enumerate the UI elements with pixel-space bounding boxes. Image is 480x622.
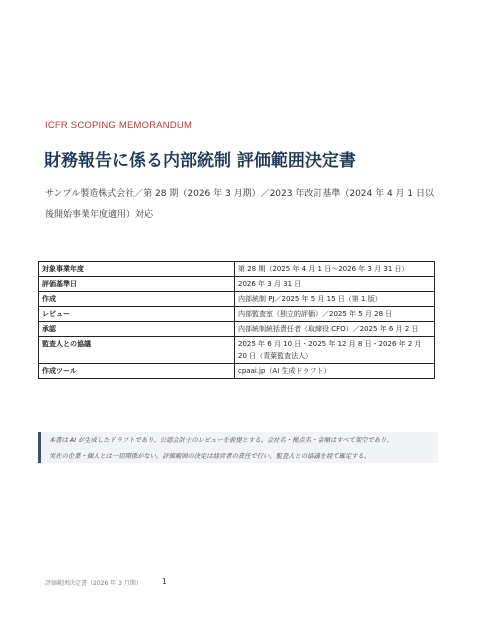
row-value: 2026 年 3 月 31 日 <box>235 277 435 292</box>
footer-document-label: 評価範囲決定書（2026 年 3 月期） <box>45 580 142 587</box>
table-row <box>39 337 435 364</box>
disclaimer-line: 実在の企業・個人とは一切関係がない。評価範囲の決定は経営者の責任で行い、監査人との協議を経て確定する。 <box>49 453 371 460</box>
table-row <box>39 262 435 277</box>
table-row <box>39 307 435 322</box>
memo-type-label: ICFR SCOPING MEMORANDUM <box>45 120 193 131</box>
row-value: cpaai.jp（AI 生成ドラフト） <box>235 364 435 379</box>
row-label: 作成 <box>39 292 235 307</box>
row-label: 監査人との協議 <box>39 337 235 364</box>
row-value: 内部監査室（独立的評価）／2025 年 5 月 28 日 <box>235 307 435 322</box>
row-value: 内部統制 PJ／2025 年 5 月 15 日（第 1 版） <box>235 292 435 307</box>
row-label: 対象事業年度 <box>39 262 235 277</box>
document-subtitle: サンプル製造株式会社／第 28 期（2026 年 3 月期）／2023 年改訂基準（2024 年 4 月 1 日以後開始事業年度適用）対応 <box>45 189 435 220</box>
disclaimer-note <box>38 432 438 463</box>
row-label: 評価基準日 <box>39 277 235 292</box>
table-row <box>39 292 435 307</box>
table-row <box>39 277 435 292</box>
disclaimer-line: 本書は AI が生成したドラフトであり、公認会計士のレビューを前提とする。会社名・拠点名・金額はすべて架空であり、 <box>49 437 393 444</box>
row-label: 作成ツール <box>39 364 235 379</box>
row-value: 第 28 期（2025 年 4 月 1 日〜2026 年 3 月 31 日） <box>235 262 435 277</box>
page-number: 1 <box>162 577 167 586</box>
row-label: レビュー <box>39 307 235 322</box>
table-row <box>39 322 435 337</box>
row-value: 2025 年 6 月 10 日・2025 年 12 月 8 日・2026 年 2 月 20 日（青葉監査法人） <box>235 337 435 364</box>
table-row <box>39 364 435 379</box>
row-value: 内部統制統括責任者（取締役 CFO）／2025 年 6 月 2 日 <box>235 322 435 337</box>
row-label: 承認 <box>39 322 235 337</box>
document-title: 財務報告に係る内部統制 評価範囲決定書 <box>44 151 356 171</box>
document-info-table <box>38 261 435 379</box>
